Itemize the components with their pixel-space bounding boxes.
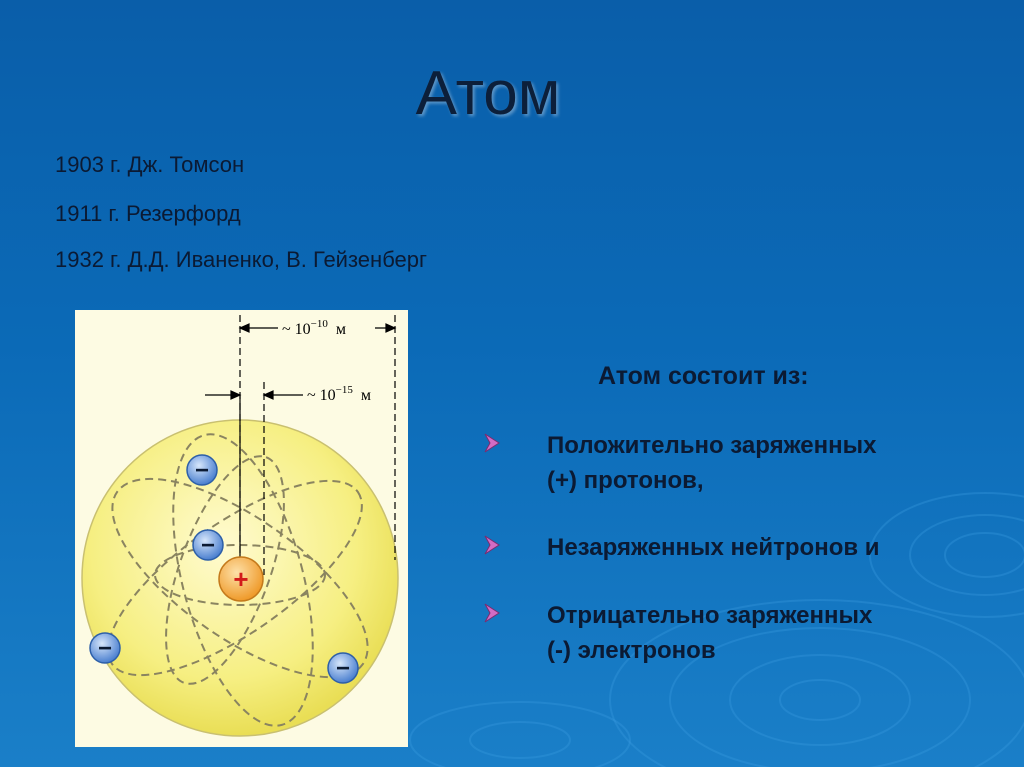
history-line-thomson: 1903 г. Дж. Томсон (55, 152, 245, 177)
bullet-text-line1: Положительно заряженных (547, 432, 877, 459)
nucleus-size-label: ~ $10^{-15}$ м (307, 384, 371, 404)
history-line-ivanenko: 1932 г. Д.Д. Иваненко, В. Гейзенберг (55, 247, 428, 272)
slide-title: Атом (415, 59, 561, 128)
svg-text:−: − (335, 655, 351, 682)
atom-size-label: ~ $10^{-10}$ м (282, 318, 346, 338)
atom-diagram (75, 310, 408, 747)
svg-text:+: + (233, 564, 249, 594)
svg-text:−: − (97, 635, 113, 662)
electron (328, 653, 358, 683)
bullet-text-line2: (-) электронов (547, 637, 716, 664)
consists-heading: Атом состоит из: (598, 362, 809, 390)
electron (90, 633, 120, 663)
electron (193, 530, 223, 560)
arrow-bullet-icon (483, 534, 501, 556)
arrow-bullet-icon (483, 602, 501, 624)
nucleus (219, 557, 263, 601)
atom-diagram-svg (75, 310, 408, 747)
history-line-rutherford: 1911 г. Резерфорд (55, 201, 241, 226)
bullet-text-line1: Отрицательно заряженных (547, 602, 873, 629)
svg-text:−: − (200, 532, 216, 559)
arrow-bullet-icon (483, 432, 501, 454)
svg-text:−: − (194, 457, 210, 484)
bullet-text-line2: (+) протонов, (547, 467, 704, 494)
electron (187, 455, 217, 485)
bullet-text-line1: Незаряженных нейтронов и (547, 534, 880, 561)
